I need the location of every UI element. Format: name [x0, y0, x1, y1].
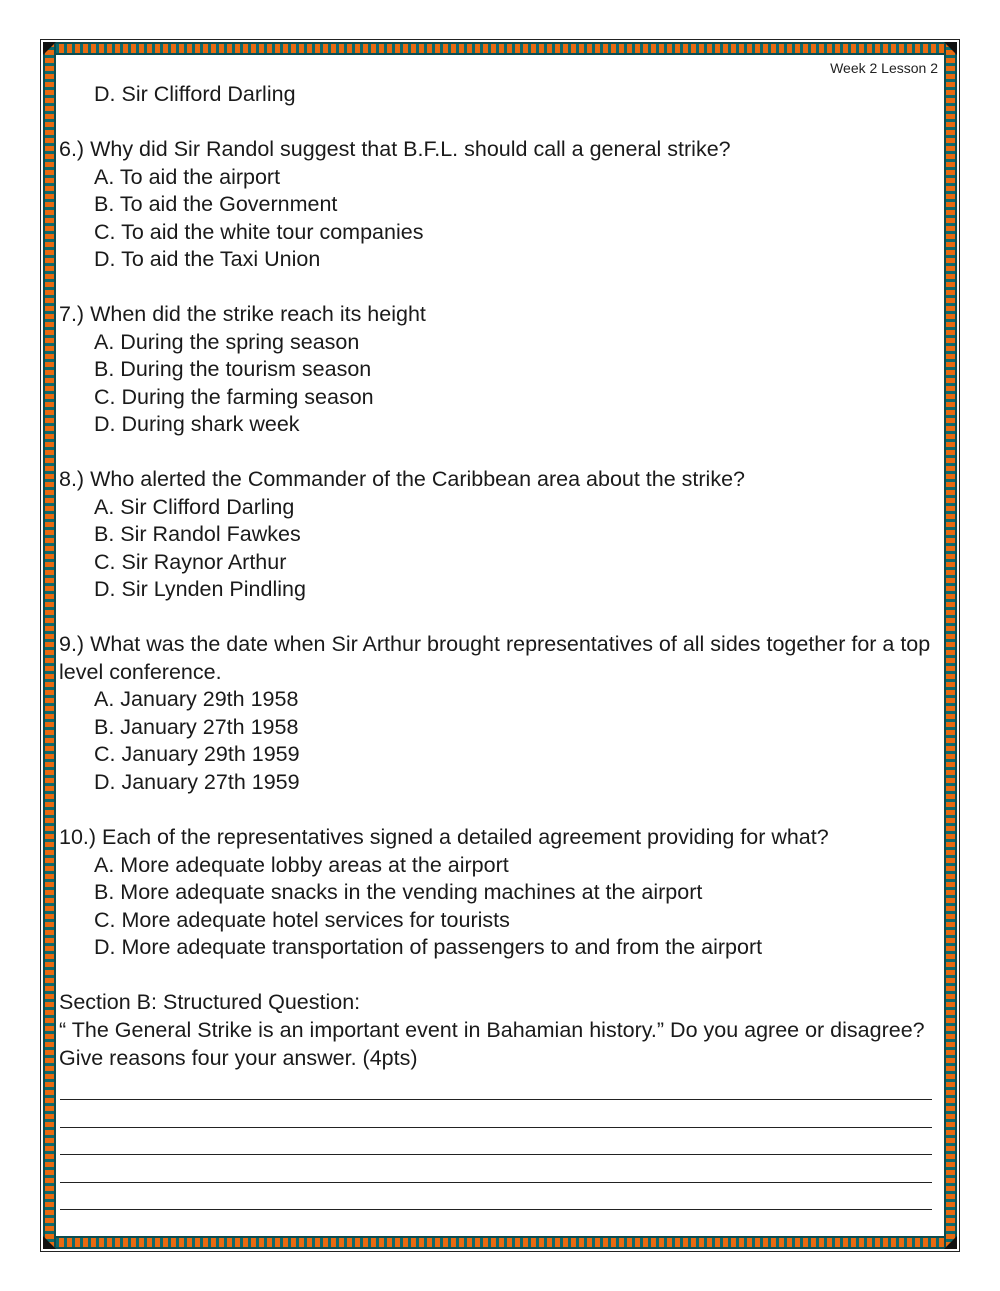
border-corner-icon [944, 1236, 957, 1249]
question-6: 6.) Why did Sir Randol suggest that B.F.L. should call a general strike? [59, 137, 731, 161]
option-6d: D. To aid the Taxi Union [94, 247, 321, 271]
border-bottom [43, 1236, 957, 1249]
option-10a: A. More adequate lobby areas at the airport [94, 853, 509, 877]
section-b-title: Section B: Structured Question: [59, 990, 361, 1014]
answer-line-1[interactable] [60, 1099, 932, 1100]
answer-line-2[interactable] [60, 1127, 932, 1128]
option-7b: B. During the tourism season [94, 357, 372, 381]
option-10c: C. More adequate hotel services for tourists [94, 908, 510, 932]
answer-line-5[interactable] [60, 1209, 932, 1210]
carryover-option: D. Sir Clifford Darling [94, 82, 296, 106]
answer-line-3[interactable] [60, 1154, 932, 1155]
option-9a: A. January 29th 1958 [94, 687, 299, 711]
option-8b: B. Sir Randol Fawkes [94, 522, 301, 546]
question-8: 8.) Who alerted the Commander of the Caribbean area about the strike? [59, 467, 745, 491]
option-10d: D. More adequate transportation of passengers to and from the airport [94, 935, 763, 959]
option-7a: A. During the spring season [94, 330, 360, 354]
option-6a: A. To aid the airport [94, 165, 281, 189]
lesson-tag: Week 2 Lesson 2 [830, 60, 938, 76]
option-8d: D. Sir Lynden Pindling [94, 577, 306, 601]
border-corner-icon [43, 1236, 56, 1249]
option-6b: B. To aid the Government [94, 192, 338, 216]
option-9c: C. January 29th 1959 [94, 742, 300, 766]
question-7: 7.) When did the strike reach its height [59, 302, 426, 326]
border-right [944, 42, 957, 1249]
border-corner-icon [43, 42, 56, 55]
worksheet-content [58, 56, 942, 1234]
option-8c: C. Sir Raynor Arthur [94, 550, 287, 574]
question-10: 10.) Each of the representatives signed a detailed agreement providing for what? [59, 825, 829, 849]
option-8a: A. Sir Clifford Darling [94, 495, 295, 519]
section-b-prompt: “ The General Strike is an important event in Bahamian history.” Do you agree or disagree? Give reasons four your answer. (4pts) [59, 1018, 925, 1070]
border-corner-icon [944, 42, 957, 55]
option-10b: B. More adequate snacks in the vending machines at the airport [94, 880, 703, 904]
option-7c: C. During the farming season [94, 385, 374, 409]
border-left [43, 42, 56, 1249]
option-9b: B. January 27th 1958 [94, 715, 299, 739]
option-9d: D. January 27th 1959 [94, 770, 300, 794]
border-top [43, 42, 957, 55]
option-6c: C. To aid the white tour companies [94, 220, 424, 244]
question-9: 9.) What was the date when Sir Arthur brought representatives of all sides together for a top level conference. [59, 632, 931, 684]
answer-line-4[interactable] [60, 1182, 932, 1183]
option-7d: D. During shark week [94, 412, 300, 436]
